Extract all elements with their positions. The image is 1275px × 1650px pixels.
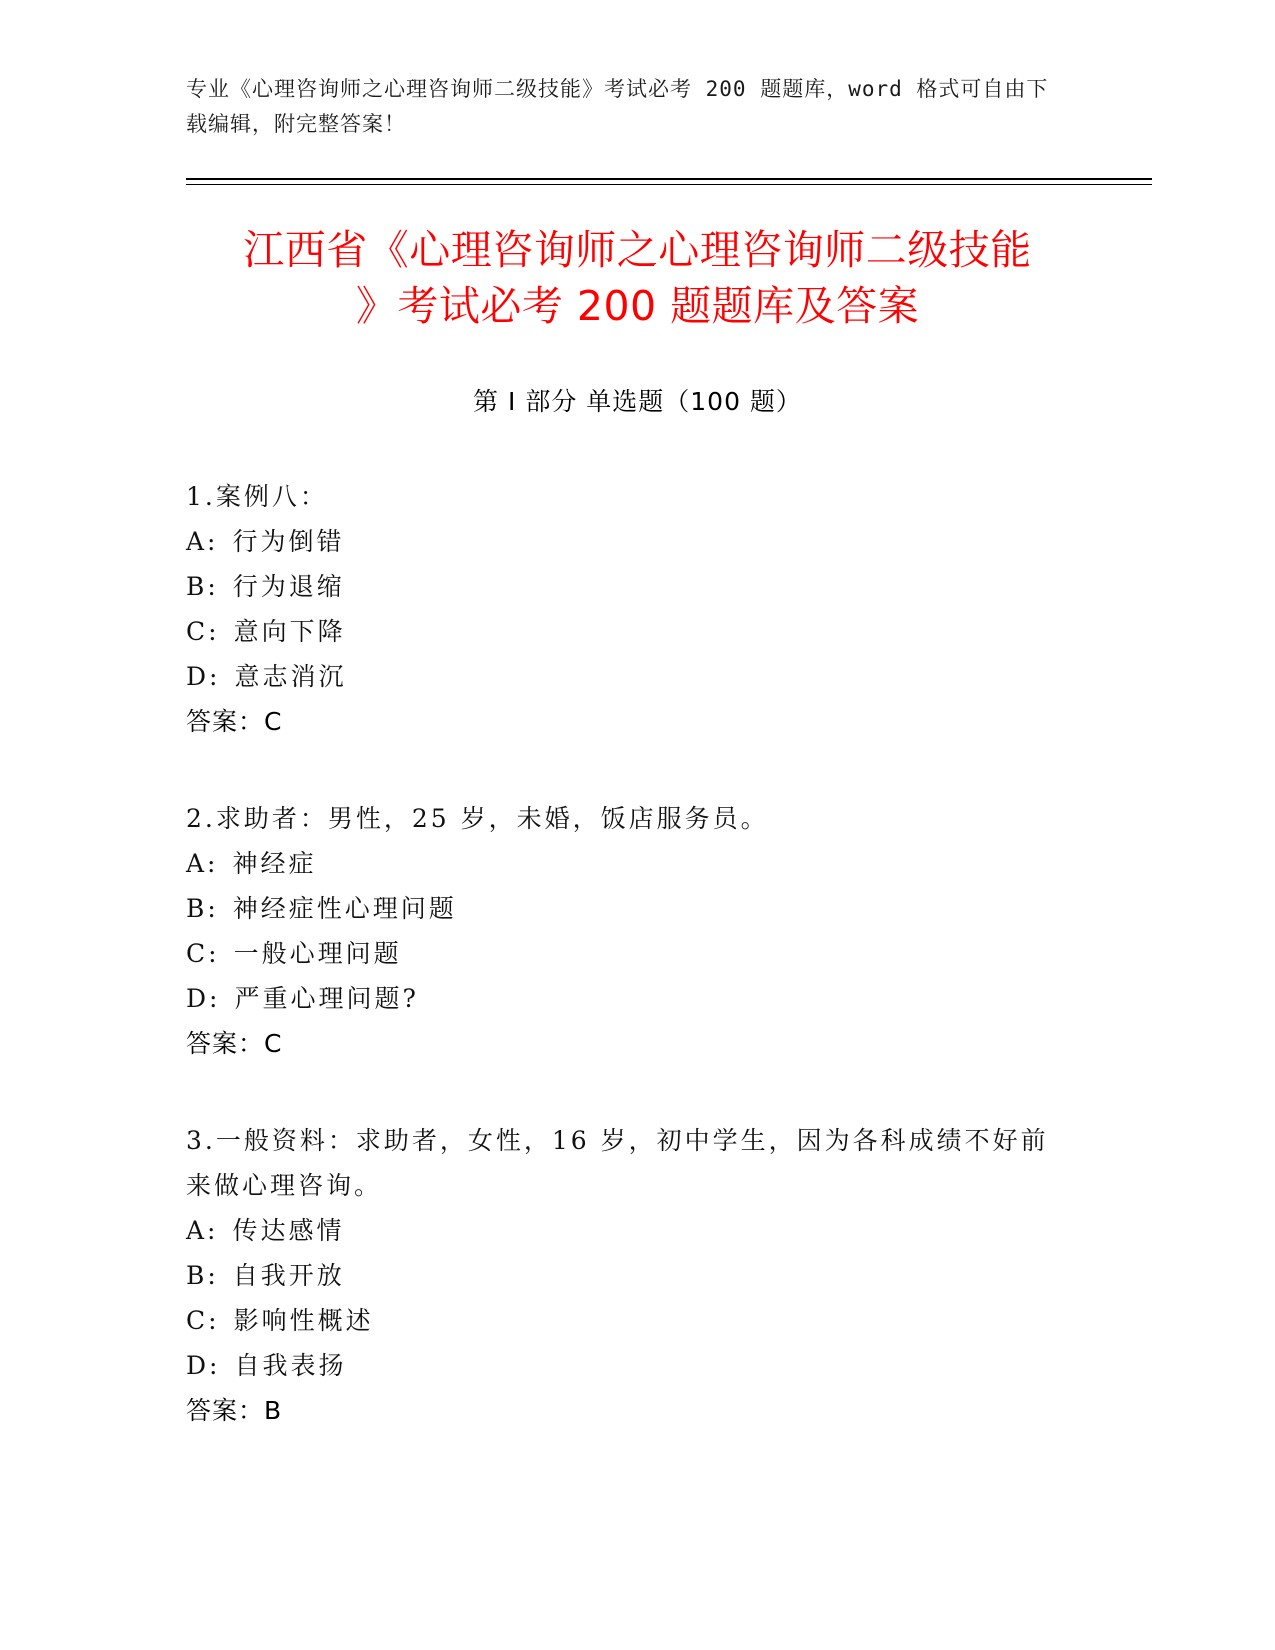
option-b xyxy=(186,886,1066,931)
option-b xyxy=(186,1253,1066,1298)
option-a xyxy=(186,519,1066,564)
option-text: 一般心理问题 xyxy=(233,939,402,968)
option-letter: B: xyxy=(186,894,219,923)
answer: 答案：C xyxy=(186,1029,283,1058)
option-text: 自我开放 xyxy=(232,1261,345,1290)
question-stem: 2.求助者：男性，25 岁，未婚，饭店服务员。 xyxy=(186,804,769,833)
option-text: 神经症性心理问题 xyxy=(232,894,457,923)
option-text: 行为退缩 xyxy=(232,572,345,601)
question-stem: 3.一般资料：求助者，女性，16 岁，初中学生，因为各科成绩不好前来做心理咨询。 xyxy=(186,1126,1049,1200)
header-rule-thick xyxy=(186,178,1152,180)
header-note: 专业《心理咨询师之心理咨询师二级技能》考试必考 200 题题库，word 格式可自由下载编辑，附完整答案！ xyxy=(186,77,1049,136)
option-letter: A: xyxy=(186,1216,219,1245)
option-letter: D: xyxy=(186,662,221,691)
option-letter: C: xyxy=(186,1306,220,1335)
option-d xyxy=(186,654,1066,699)
question-stem: 1.案例八： xyxy=(186,482,328,511)
option-text: 自我表扬 xyxy=(234,1351,347,1380)
answer: 答案：B xyxy=(186,1396,283,1425)
option-text: 行为倒错 xyxy=(232,527,345,556)
option-text: 影响性概述 xyxy=(233,1306,374,1335)
option-d xyxy=(186,976,1066,1021)
option-text: 神经症 xyxy=(232,849,317,878)
question-1 xyxy=(186,474,1066,744)
option-letter: D: xyxy=(186,1351,221,1380)
option-c xyxy=(186,1298,1066,1343)
option-a xyxy=(186,841,1066,886)
option-letter: B: xyxy=(186,1261,219,1290)
option-letter: A: xyxy=(186,849,219,878)
option-letter: A: xyxy=(186,527,219,556)
option-letter: B: xyxy=(186,572,219,601)
option-b xyxy=(186,564,1066,609)
option-text: 传达感情 xyxy=(232,1216,345,1245)
option-a xyxy=(186,1208,1066,1253)
option-text: 意向下降 xyxy=(233,617,346,646)
document-title xyxy=(100,222,1175,334)
option-text: 严重心理问题? xyxy=(234,984,419,1013)
question-list xyxy=(186,474,1066,1485)
section-title: 第 I 部分 单选题（100 题） xyxy=(473,387,802,416)
option-c xyxy=(186,931,1066,976)
question-2 xyxy=(186,796,1066,1066)
option-d xyxy=(186,1343,1066,1388)
option-c xyxy=(186,609,1066,654)
answer: 答案：C xyxy=(186,707,283,736)
header-rule-thin xyxy=(186,184,1152,185)
document-title-line-2: 》考试必考 200 题题库及答案 xyxy=(355,282,920,330)
option-letter: D: xyxy=(186,984,221,1013)
question-3 xyxy=(186,1118,1066,1433)
document-title-line-1: 江西省《心理咨询师之心理咨询师二级技能 xyxy=(243,226,1032,274)
option-text: 意志消沉 xyxy=(234,662,347,691)
option-letter: C: xyxy=(186,939,220,968)
option-letter: C: xyxy=(186,617,220,646)
